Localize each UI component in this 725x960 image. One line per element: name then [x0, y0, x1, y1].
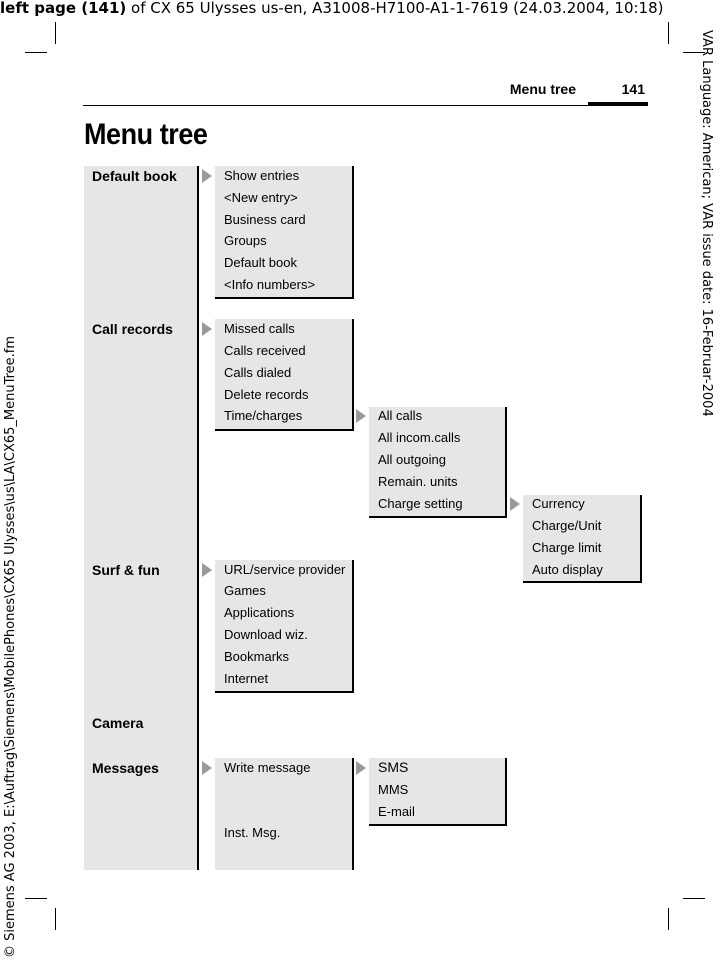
crop-mark: [668, 22, 669, 44]
submenu-item: MMS: [378, 782, 409, 797]
submenu-charge-setting: [523, 495, 642, 583]
crop-mark: [25, 52, 47, 53]
crop-mark: [668, 908, 669, 930]
submenu-arrow-icon: [202, 322, 212, 336]
submenu-item: Currency: [532, 496, 585, 511]
main-menu-item: Call records: [92, 321, 173, 337]
submenu-item: Inst. Msg.: [224, 825, 281, 840]
submenu-arrow-icon: [202, 563, 212, 577]
running-header-page-number: 141: [621, 81, 645, 97]
crop-mark: [683, 898, 705, 899]
main-menu-item: Camera: [92, 715, 144, 731]
submenu-item: Internet: [224, 671, 269, 686]
submenu-item: Charge/Unit: [532, 518, 602, 533]
submenu-item: Bookmarks: [224, 649, 290, 664]
main-menu-item: Messages: [92, 760, 159, 776]
submenu-arrow-icon: [202, 761, 212, 775]
submenu-item: Time/charges: [224, 408, 303, 423]
submenu-item: Remain. units: [378, 474, 458, 489]
print-header-page: left page (141): [0, 0, 127, 17]
var-language-note: VAR Language: American; VAR issue date: 16-Februar-2004: [699, 30, 714, 417]
submenu-item: Write message: [224, 760, 311, 775]
page-title: Menu tree: [84, 118, 208, 151]
submenu-item: Games: [224, 583, 266, 598]
submenu-item: E-mail: [378, 804, 415, 819]
submenu-item: Auto display: [532, 562, 603, 577]
running-header-title: Menu tree: [509, 81, 576, 97]
submenu-item: <Info numbers>: [224, 277, 316, 292]
submenu-item: Charge limit: [532, 540, 602, 555]
print-header: [0, 0, 725, 17]
submenu-item: Default book: [224, 255, 297, 270]
submenu-write-message: [369, 758, 507, 826]
submenu-item: All calls: [378, 408, 423, 423]
print-header-info: of CX 65 Ulysses us-en, A31008-H7100-A1-1-7619 (24.03.2004, 10:18): [126, 0, 664, 17]
submenu-item: Calls received: [224, 343, 306, 358]
submenu-item: All incom.calls: [378, 430, 461, 445]
submenu-item: All outgoing: [378, 452, 446, 467]
submenu-item: Groups: [224, 233, 267, 248]
submenu-arrow-icon: [356, 409, 366, 423]
main-menu-item: Surf & fun: [92, 562, 160, 578]
submenu-call-records: [215, 319, 354, 431]
header-rule: [83, 105, 648, 106]
submenu-arrow-icon: [356, 761, 366, 775]
submenu-item: SMS: [378, 759, 409, 775]
crop-mark: [55, 908, 56, 930]
submenu-item: Charge setting: [378, 496, 463, 511]
submenu-item: Business card: [224, 212, 306, 227]
submenu-item: Show entries: [224, 168, 300, 183]
submenu-item: URL/service provider: [224, 562, 346, 577]
submenu-item: Download wiz.: [224, 627, 308, 642]
header-page-marker: [588, 81, 648, 105]
copyright-file-path: © Siemens AG 2003, E:\Auftrag\Siemens\MobilePhones\CX65 Ulysses\us\LA\CX65_MenuTree.fm: [3, 335, 18, 958]
main-menu-item: Default book: [92, 168, 177, 184]
submenu-arrow-icon: [510, 497, 520, 511]
submenu-item: Applications: [224, 605, 295, 620]
submenu-arrow-icon: [202, 169, 212, 183]
crop-mark: [55, 22, 56, 44]
submenu-default-book: [215, 166, 354, 299]
crop-mark: [25, 898, 47, 899]
submenu-messages: [215, 758, 354, 870]
submenu-surf-fun: [215, 560, 354, 693]
submenu-item: Missed calls: [224, 321, 295, 336]
submenu-item: Calls dialed: [224, 365, 292, 380]
submenu-item: Delete records: [224, 387, 309, 402]
submenu-item: <New entry>: [224, 190, 298, 205]
submenu-time-charges: [369, 407, 507, 518]
